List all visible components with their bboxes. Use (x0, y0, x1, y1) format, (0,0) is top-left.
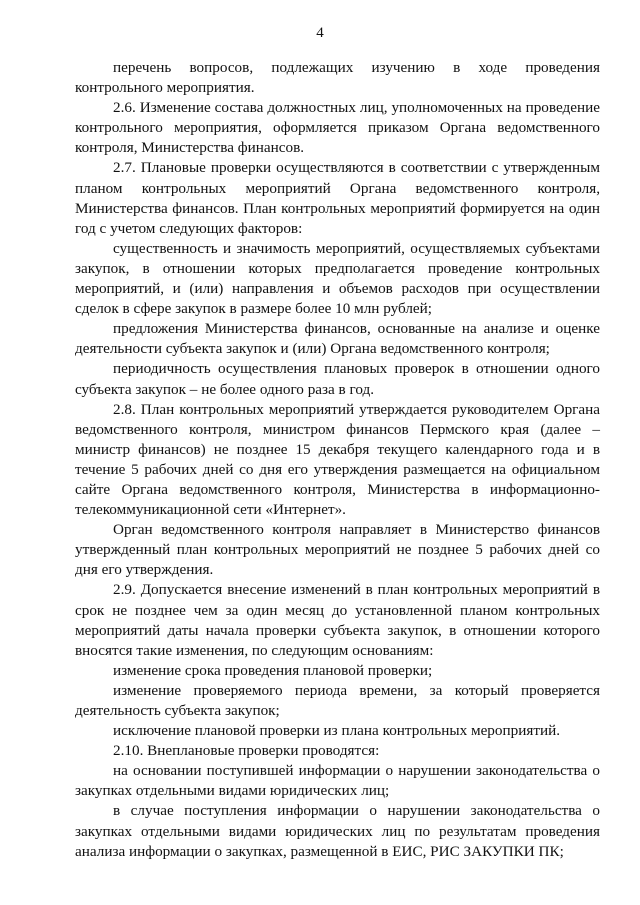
document-body (75, 58, 600, 862)
paragraph: предложения Министерства финансов, основанные на анализе и оценке деятельности субъекта закупок и (или) Органа ведомственного контроля; (75, 320, 600, 358)
paragraph: изменение проверяемого периода времени, за который проверяется деятельность субъекта закупок; (75, 681, 600, 719)
paragraph: существенность и значимость мероприятий, осуществляемых субъектами закупок, в отношении которых предполагается проведение контрольных мероприятий, и (или) направления и объемов расходов при осуществлении сделок в сфере закупок в размере более 10 млн рублей; (75, 239, 600, 318)
paragraph: 2.7. Плановые проверки осуществляются в соответствии с утвержденным планом контрольных мероприятий Органа ведомственного контроля, Министерства финансов. План контрольных мероприятий формируется на один год с учетом следующих факторов: (75, 159, 600, 237)
paragraph: на основании поступившей информации о нарушении законодательства о закупках отдельными видами юридических лиц; (75, 762, 600, 800)
paragraph: в случае поступления информации о нарушении законодательства о закупках отдельными видами юридических лиц по результатам проведения анализа информации о закупках, размещенной в ЕИС, РИС ЗАКУПКИ ПК; (75, 802, 600, 860)
paragraph: 2.8. План контрольных мероприятий утверждается руководителем Органа ведомственного контроля, министром финансов Пермского края (далее – министр финансов) не позднее 15 декабря текущего календарного года и в течение 5 рабочих дней со дня его утверждения размещается на официальном сайте Органа ведомственного контроля, Министерства в информационно-телекоммуникационной сети «Интернет». (75, 400, 600, 519)
paragraph: 2.10. Внеплановые проверки проводятся: (113, 742, 380, 760)
page-number: 4 (316, 25, 324, 41)
paragraph: перечень вопросов, подлежащих изучению в ходе проведения контрольного мероприятия. (75, 59, 600, 97)
paragraph: исключение плановой проверки из плана контрольных мероприятий. (113, 722, 561, 740)
paragraph: изменение срока проведения плановой проверки; (113, 661, 433, 679)
paragraph: Орган ведомственного контроля направляет в Министерство финансов утвержденный план контрольных мероприятий не позднее 5 рабочих дней со дня его утверждения. (75, 521, 600, 579)
paragraph: 2.6. Изменение состава должностных лиц, уполномоченных на проведение контрольного мероприятия, оформляется приказом Органа ведомственного контроля, Министерства финансов. (75, 99, 600, 157)
paragraph: 2.9. Допускается внесение изменений в план контрольных мероприятий в срок не позднее чем за один месяц до установленной планом контрольных мероприятий даты начала проверки субъекта закупок, в отношении которого вносятся такие изменения, по следующим основаниям: (75, 581, 600, 659)
paragraph: периодичность осуществления плановых проверок в отношении одного субъекта закупок – не более одного раза в год. (75, 360, 600, 398)
